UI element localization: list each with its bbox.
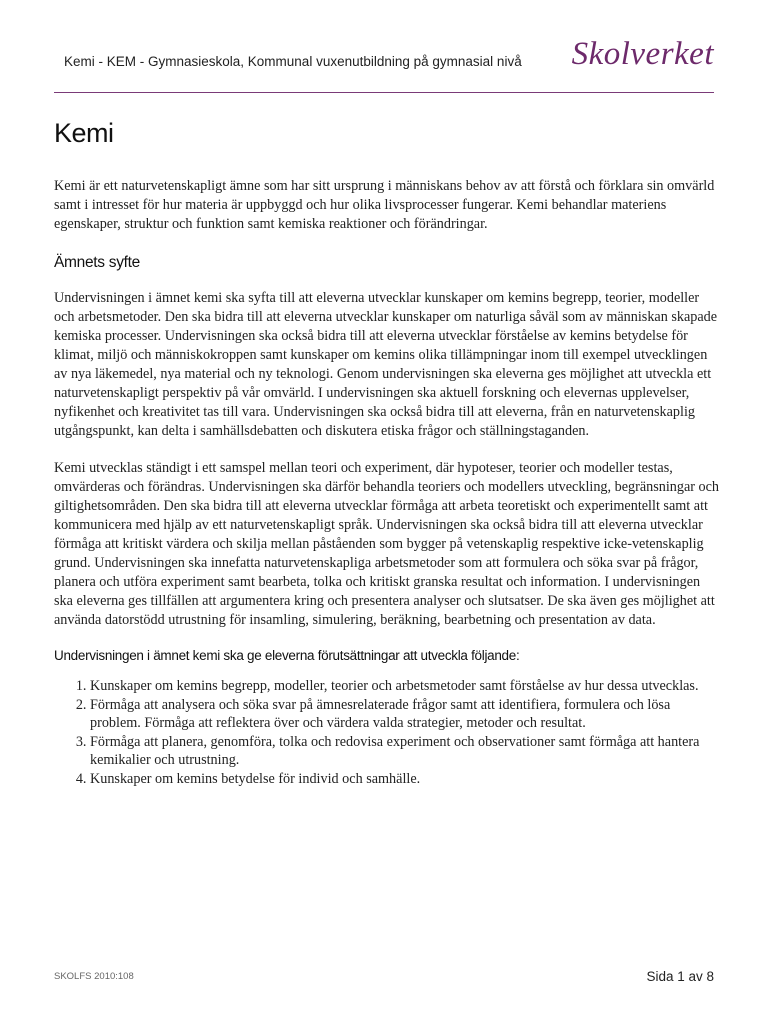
list-item: 3. Förmåga att planera, genomföra, tolka och redovisa experiment och observationer samt förmåga att hantera kemikalier och utrustning. [90, 733, 719, 770]
intro-paragraph: Kemi är ett naturvetenskapligt ämne som har sitt ursprung i människans behov av att förstå och förklara sin omvärld samt i intresset för hur materia är uppbyggd och hur olika livsprocesser fungerar. Kemi behandlar materiens egenskaper, struktur och funktion samt kemiska reaktioner och förändringar. [54, 178, 715, 232]
page-header [54, 34, 714, 93]
main-content [54, 118, 719, 789]
skolverket-logo: Skolverket [571, 36, 714, 72]
list-item: 2. Förmåga att analysera och söka svar på ämnesrelaterade frågor samt att identifiera, formulera och lösa problem. Förmåga att reflektera över och värdera valda strategier, metoder och resultat. [90, 696, 719, 733]
document-reference: SKOLFS 2010:108 [54, 971, 134, 982]
list-item: 1. Kunskaper om kemins begrepp, modeller, teorier och arbetsmetoder samt förståelse av hur dessa utvecklas. [90, 677, 719, 696]
goals-list [54, 677, 719, 789]
page-number: Sida 1 av 8 [646, 969, 714, 984]
purpose-paragraph-2: Kemi utvecklas ständigt i ett samspel mellan teori och experiment, där hypoteser, teorier och modeller testas, omvärderas och förändras. Undervisningen ska därför behandla teoriers och modellers utveckling, begränsningar och giltighetsområden. Den ska bidra till att eleverna utvecklar förmåga att arbeta teoretiskt och experimentellt samt att kommunicera med hjälp av ett naturvetenskapligt språk. Undervisningen ska också bidra till att eleverna utvecklar förmåga att kritiskt värdera och skilja mellan påståenden som bygger på vetenskaplig respektive icke-vetenskaplig grund. Undervisningen ska innefatta naturvetenskapliga arbetsmetoder som att formulera och söka svar på frågor, planera och utföra experiment samt bearbeta, tolka och kritiskt granska resultat och information. I undervisningen ska eleverna ges tillfällen att argumentera kring och presentera analyser och slutsatser. De ska även ges möjlighet att använda datorstödd utrustning för insamling, simulering, beräkning, bearbetning och presentation av data. [54, 460, 720, 628]
subject-line: Kemi - KEM - Gymnasieskola, Kommunal vuxenutbildning på gymnasial nivå [64, 54, 522, 69]
list-item: 4. Kunskaper om kemins betydelse för individ och samhälle. [90, 770, 719, 789]
section-title: Ämnets syfte [54, 254, 140, 271]
list-heading: Undervisningen i ämnet kemi ska ge eleverna förutsättningar att utveckla följande: [54, 648, 520, 663]
purpose-paragraph-1: Undervisningen i ämnet kemi ska syfta till att eleverna utvecklar kunskaper om kemins begrepp, teorier, modeller och arbetsmetoder. Den ska bidra till att eleverna utvecklar kunskaper om naturliga såväl som av människan skapade kemiska processer. Undervisningen ska också bidra till att eleverna utvecklar förståelse av kemins betydelse för klimat, miljö och människokroppen samt kunskaper om kemins olika tillämpningar inom till exempel utvecklingen av nya läkemedel, nya material och ny teknologi. Genom undervisningen ska eleverna ges möjlighet att utveckla ett naturvetenskapligt perspektiv på vår omvärld. I undervisningen ska aktuell forskning och elevernas upplevelser, nyfikenhet och kreativitet tas till vara. Undervisningen ska också bidra till att eleverna, från en naturvetenskaplig utgångspunkt, kan delta i samhällsdebatten och diskutera etiska frågor och ställningstaganden. [54, 290, 718, 439]
page-title: Kemi [54, 118, 114, 148]
